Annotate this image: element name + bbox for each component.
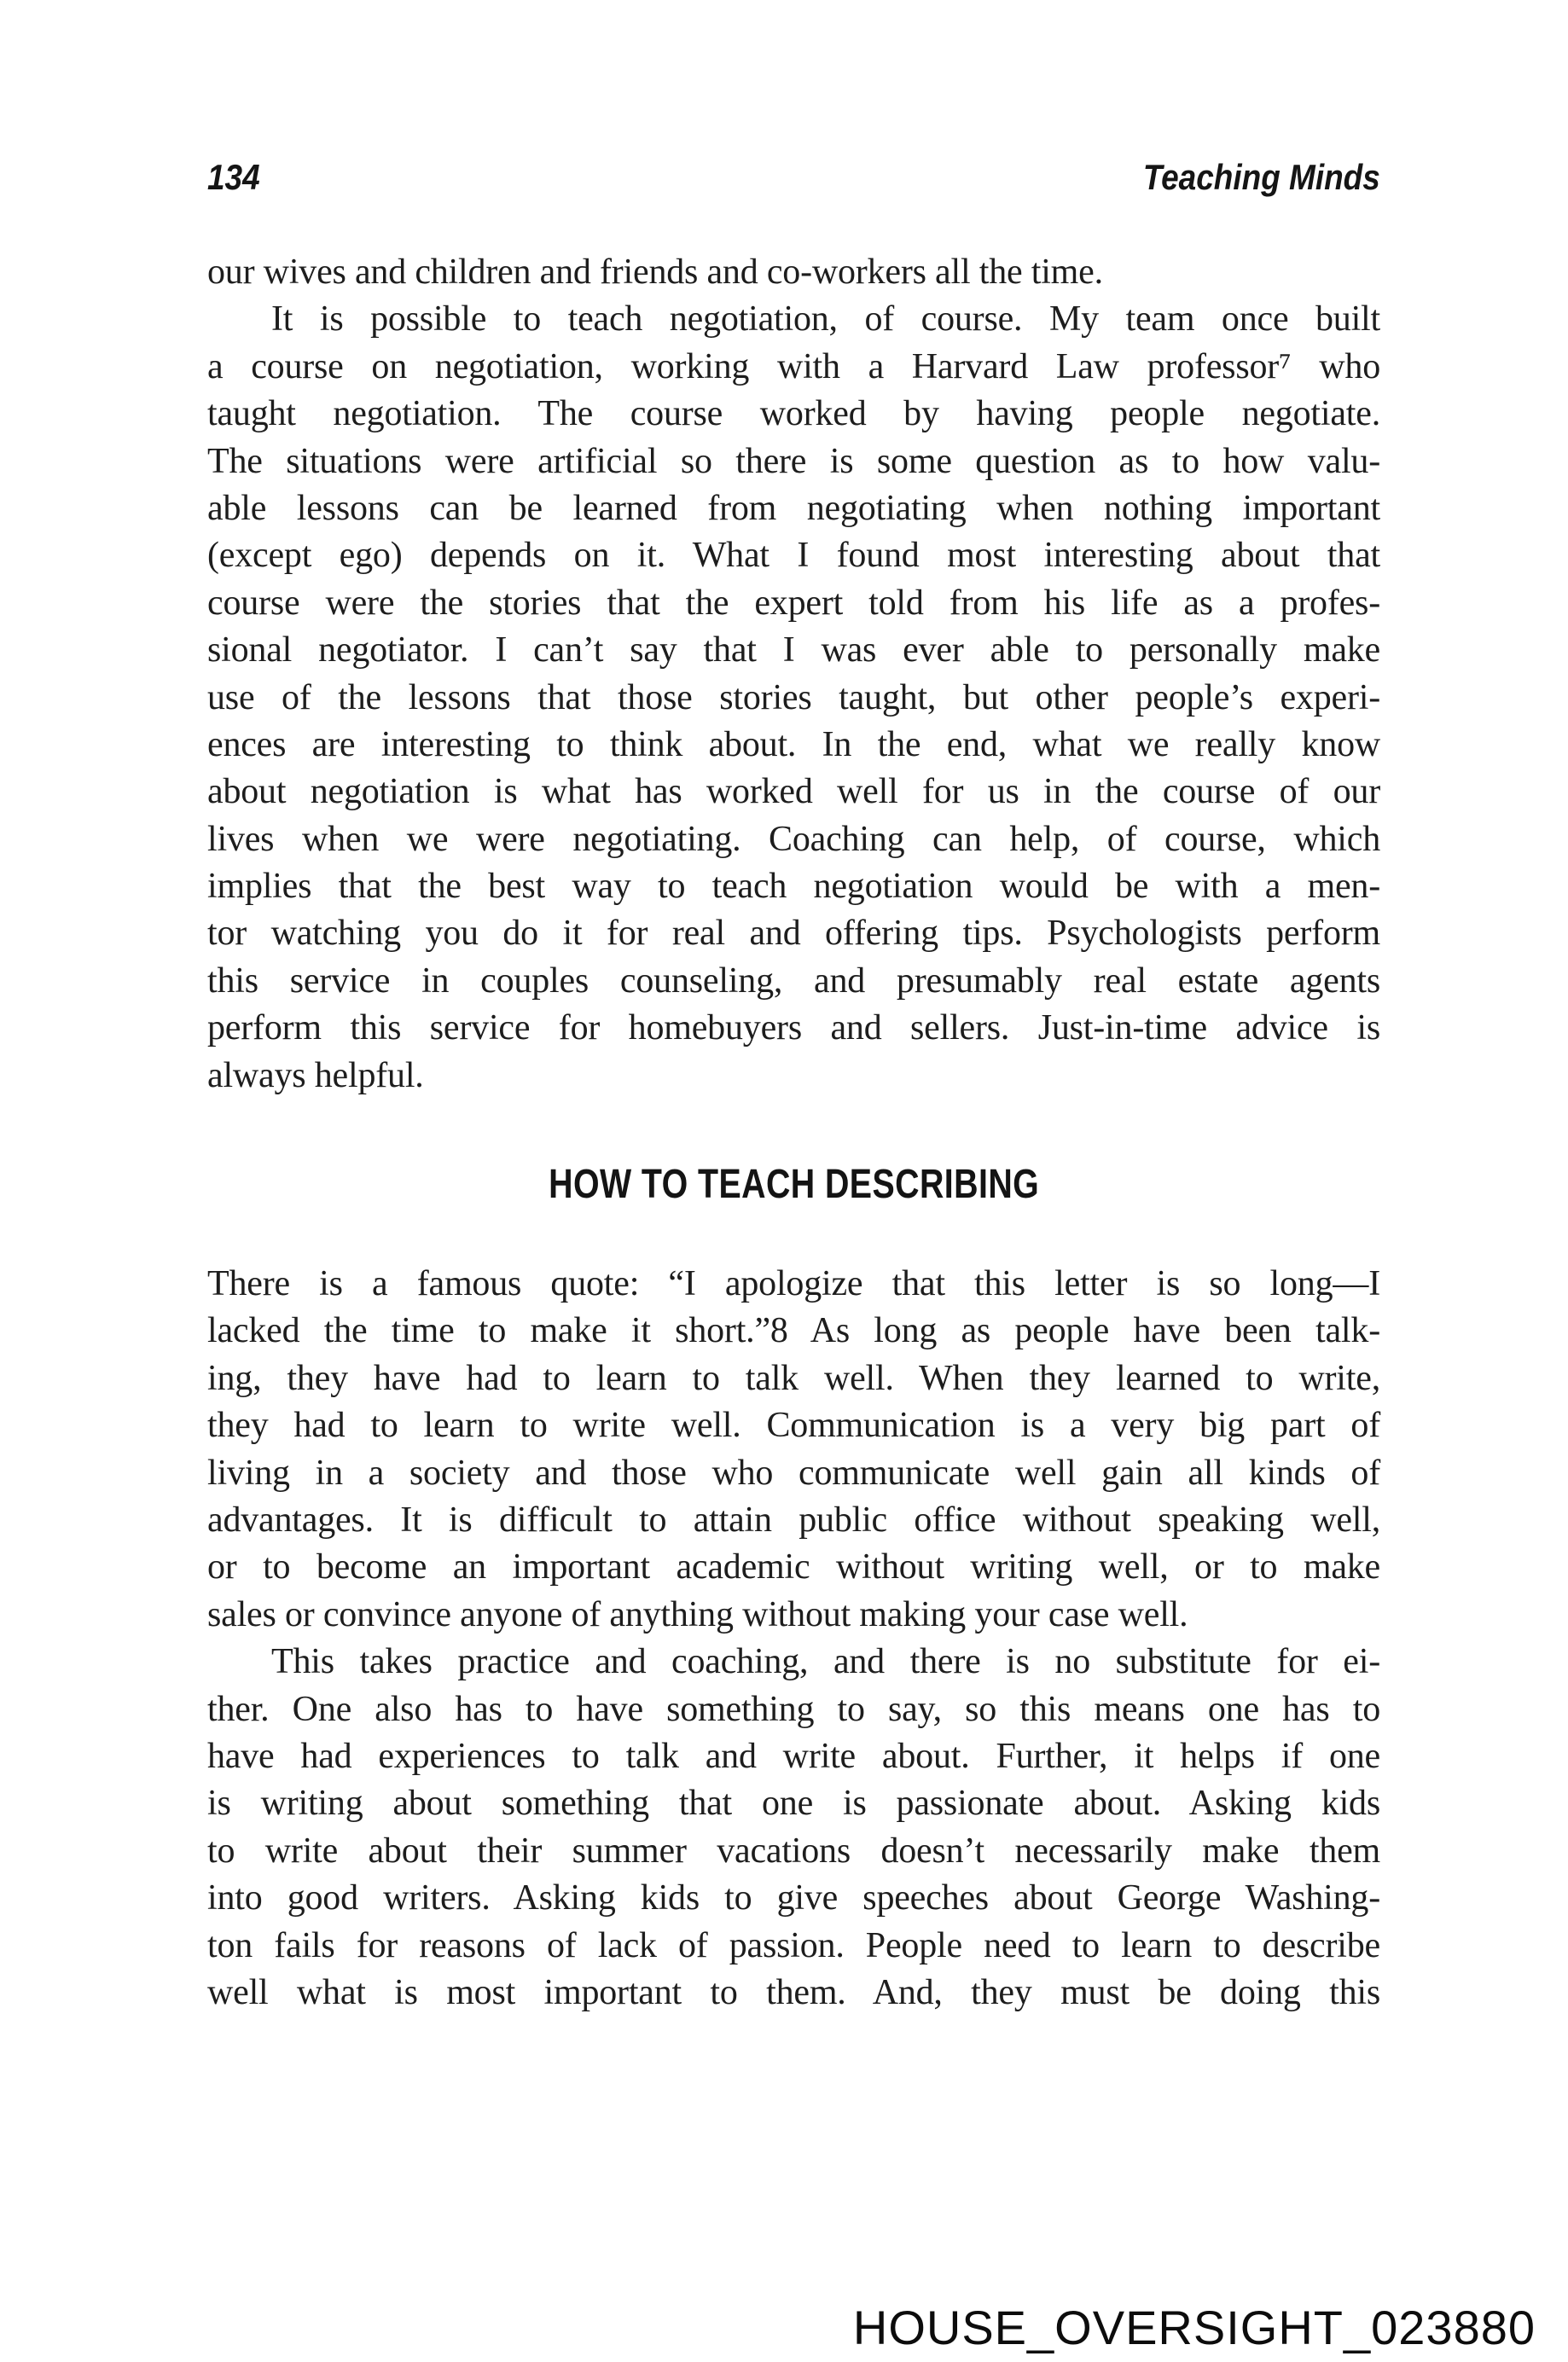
text-line: sional negotiator. I can’t say that I was ever able to personally make xyxy=(207,630,1380,670)
text-line: always helpful. xyxy=(207,1055,424,1095)
text-line: sales or convince anyone of anything without making your case well. xyxy=(207,1594,1188,1634)
text-line: The situations were artificial so there is some question as to how valu- xyxy=(207,441,1380,481)
text-line: advantages. It is difficult to attain public office without speaking well, xyxy=(207,1500,1380,1540)
section-heading xyxy=(207,1161,1380,1208)
text-line: (except ego) depends on it. What I found most interesting about that xyxy=(207,536,1380,576)
text-line: implies that the best way to teach negotiation would be with a men- xyxy=(207,867,1380,907)
page-text xyxy=(207,249,1380,2017)
text-line: into good writers. Asking kids to give speeches about George Washing- xyxy=(207,1878,1380,1918)
paragraphs-bottom xyxy=(207,1261,1380,2017)
text-line: lacked the time to make it short.”8 As long as people have been talk- xyxy=(207,1311,1380,1351)
text-line: use of the lessons that those stories taught, but other people’s experi- xyxy=(207,677,1380,717)
text-line: is writing about something that one is passionate about. Asking kids xyxy=(207,1784,1380,1824)
text-line: or to become an important academic without writing well, or to make xyxy=(207,1547,1380,1587)
text-line: ences are interesting to think about. In the end, what we really know xyxy=(207,724,1380,764)
text-line: to write about their summer vacations doesn’t necessarily make them xyxy=(207,1831,1380,1871)
text-line: this service in couples counseling, and presumably real estate agents xyxy=(207,960,1380,1001)
paragraphs-top xyxy=(207,249,1380,1100)
text-line: lives when we were negotiating. Coaching can help, of course, which xyxy=(207,819,1380,859)
text-line: ing, they have had to learn to talk well. When they learned to write, xyxy=(207,1358,1380,1398)
text-line: ton fails for reasons of lack of passion. People need to learn to describe xyxy=(207,1925,1380,1965)
text-line: It is possible to teach negotiation, of course. My team once built xyxy=(271,299,1380,340)
text-line: course were the stories that the expert told from his life as a profes- xyxy=(207,583,1380,623)
bates-stamp: HOUSE_OVERSIGHT_023880 xyxy=(852,2301,1536,2354)
text-line: tor watching you do it for real and offering tips. Psychologists perform xyxy=(207,914,1380,954)
text-line: about negotiation is what has worked well for us in the course of our xyxy=(207,772,1380,812)
text-line: ther. One also has to have something to say, so this means one has to xyxy=(207,1689,1380,1729)
running-title: Teaching Minds xyxy=(1143,157,1380,197)
page-header xyxy=(207,159,1380,196)
section-heading-text: HOW TO TEACH DESCRIBING xyxy=(548,1162,1040,1208)
text-line: able lessons can be learned from negotiating when nothing important xyxy=(207,488,1380,528)
text-line: This takes practice and coaching, and there is no substitute for ei- xyxy=(271,1642,1380,1682)
page-number: 134 xyxy=(207,157,260,197)
text-line: taught negotiation. The course worked by having people negotiate. xyxy=(207,394,1380,434)
text-line: our wives and children and friends and co-workers all the time. xyxy=(207,252,1103,292)
text-line: well what is most important to them. And, they must be doing this xyxy=(207,1972,1380,2012)
text-line: perform this service for homebuyers and sellers. Just-in-time advice is xyxy=(207,1008,1380,1048)
text-line: living in a society and those who communicate well gain all kinds of xyxy=(207,1453,1380,1493)
text-line: have had experiences to talk and write about. Further, it helps if one xyxy=(207,1736,1380,1776)
text-line: a course on negotiation, working with a Harvard Law professor⁷ who xyxy=(207,346,1380,386)
text-line: There is a famous quote: “I apologize that this letter is so long—I xyxy=(207,1264,1380,1304)
text-line: they had to learn to write well. Communication is a very big part of xyxy=(207,1406,1380,1446)
